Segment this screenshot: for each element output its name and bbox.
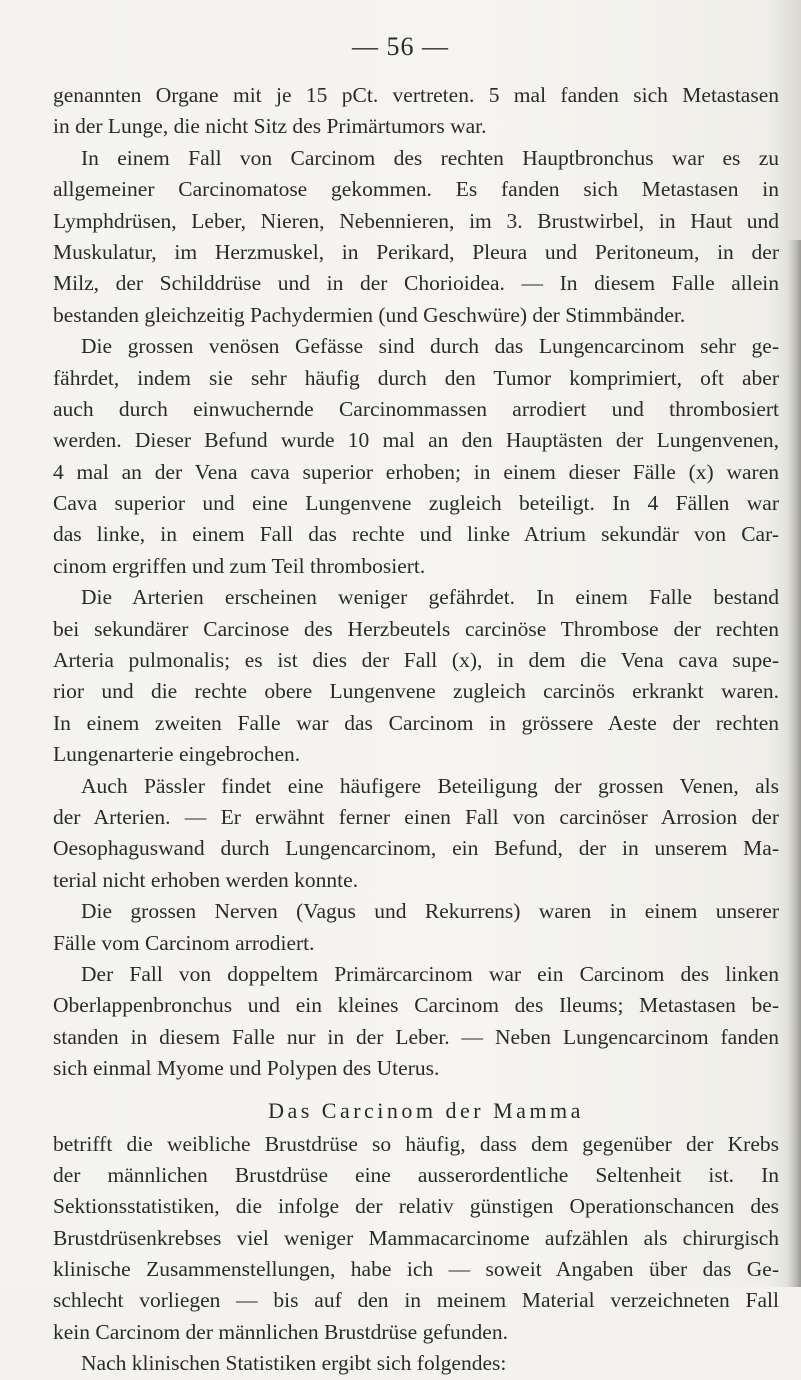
text-line: standen in diesem Falle nur in der Leber. — Neben Lungencarcinom fanden [53,1024,779,1049]
main-paragraphs [53,80,779,1085]
text-line: cinom ergriffen und zum Teil thrombosiert. [53,553,426,578]
text-line: Cava superior und eine Lungenvene zugleich beteiligt. In 4 Fällen war [53,491,779,516]
text-line: auch durch einwuchernde Carcinommassen arrodiert und thrombosiert [53,396,779,421]
paragraph [53,143,779,331]
text-line: klinische Zusammenstellungen, habe ich — soweit Angaben über das Ge- [53,1257,779,1282]
text-line: Milz, der Schilddrüse und in der Chorioidea. — In diesem Falle allein [53,271,779,296]
text-line: Auch Pässler findet eine häufigere Beteiligung der grossen Venen, als [81,773,779,798]
text-line: Der Fall von doppeltem Primärcarcinom war ein Carcinom des linken [81,961,779,986]
text-line: Lymphdrüsen, Leber, Nieren, Nebennieren, im 3. Brustwirbel, in Haut und [53,208,779,233]
page-edge-shadow [787,240,801,1287]
paragraph [53,1129,779,1349]
section-heading: Das Carcinom der Mamma [268,1097,584,1123]
text-line: Die Arterien erscheinen weniger gefährdet. In einem Falle bestand [81,585,779,610]
text-line: sich einmal Myome und Polypen des Uterus. [53,1056,440,1081]
text-line: Oberlappenbronchus und ein kleines Carcinom des Ileums; Metastasen be- [53,993,779,1018]
text-line: allgemeiner Carcinomatose gekommen. Es fanden sich Metastasen in [53,177,779,202]
text-line: 4 mal an der Vena cava superior erhoben; in einem dieser Fälle (x) waren [53,459,779,484]
text-line: Brustdrüsenkrebses viel weniger Mammacarcinome aufzählen als chirurgisch [53,1225,779,1250]
text-line: Die grossen venösen Gefässe sind durch das Lungencarcinom sehr ge- [81,334,779,359]
text-line: Arteria pulmonalis; es ist dies der Fall (x), in dem die Vena cava supe- [53,648,779,673]
text-line: schlecht vorliegen — bis auf den in meinem Material verzeichneten Fall [53,1288,779,1313]
text-line: In einem Fall von Carcinom des rechten Hauptbronchus war es zu [81,145,779,170]
text-line: der Arterien. — Er erwähnt ferner einen Fall von carcinöser Arrosion der [53,804,779,829]
text-line: fährdet, indem sie sehr häufig durch den Tumor komprimiert, oft aber [53,365,779,390]
text-line: kein Carcinom der männlichen Brustdrüse gefunden. [53,1319,508,1344]
paragraph [53,1348,779,1379]
text-line: rior und die rechte obere Lungenvene zugleich carcinös erkrankt waren. [53,679,779,704]
text-line: betrifft die weibliche Brustdrüse so häufig, dass dem gegenüber der Krebs [53,1131,779,1156]
section-paragraphs [53,1129,779,1380]
paragraph [53,771,779,897]
text-line: Nach klinischen Statistiken ergibt sich folgendes: [81,1351,507,1376]
text-line: Muskulatur, im Herzmuskel, in Perikard, Pleura und Peritoneum, in der [53,239,779,264]
text-line: genannten Organe mit je 15 pCt. vertreten. 5 mal fanden sich Metastasen [53,83,779,107]
text-line: in der Lunge, die nicht Sitz des Primärtumors war. [53,114,487,139]
text-line: bei sekundärer Carcinose des Herzbeutels carcinöse Thrombose der rechten [53,616,779,641]
paragraph [53,331,779,582]
text-line: Die grossen Nerven (Vagus und Rekurrens) waren in einem unserer [81,899,779,924]
text-line: Sektionsstatistiken, die infolge der relativ günstigen Operationschancen des [53,1194,779,1219]
page-number: — 56 — [352,32,449,61]
body-text [53,80,779,1380]
text-line: Oesophaguswand durch Lungencarcinom, ein Befund, der in unserem Ma- [53,836,779,861]
text-line: bestanden gleichzeitig Pachydermien (und Geschwüre) der Stimmbänder. [53,302,686,327]
text-line: In einem zweiten Falle war das Carcinom in grössere Aeste der rechten [53,710,779,735]
paragraph [53,896,779,959]
text-line: terial nicht erhoben werden konnte. [53,867,359,892]
paragraph [53,959,779,1085]
text-line: das linke, in einem Fall das rechte und linke Atrium sekundär von Car- [53,522,779,547]
text-line: der männlichen Brustdrüse eine ausserordentliche Seltenheit ist. In [53,1162,779,1187]
paragraph [53,80,779,143]
text-line: werden. Dieser Befund wurde 10 mal an den Hauptästen der Lungenvenen, [53,428,779,453]
text-line: Lungenarterie eingebrochen. [53,742,301,767]
text-line: Fälle vom Carcinom arrodiert. [53,930,315,955]
paragraph [53,582,779,770]
